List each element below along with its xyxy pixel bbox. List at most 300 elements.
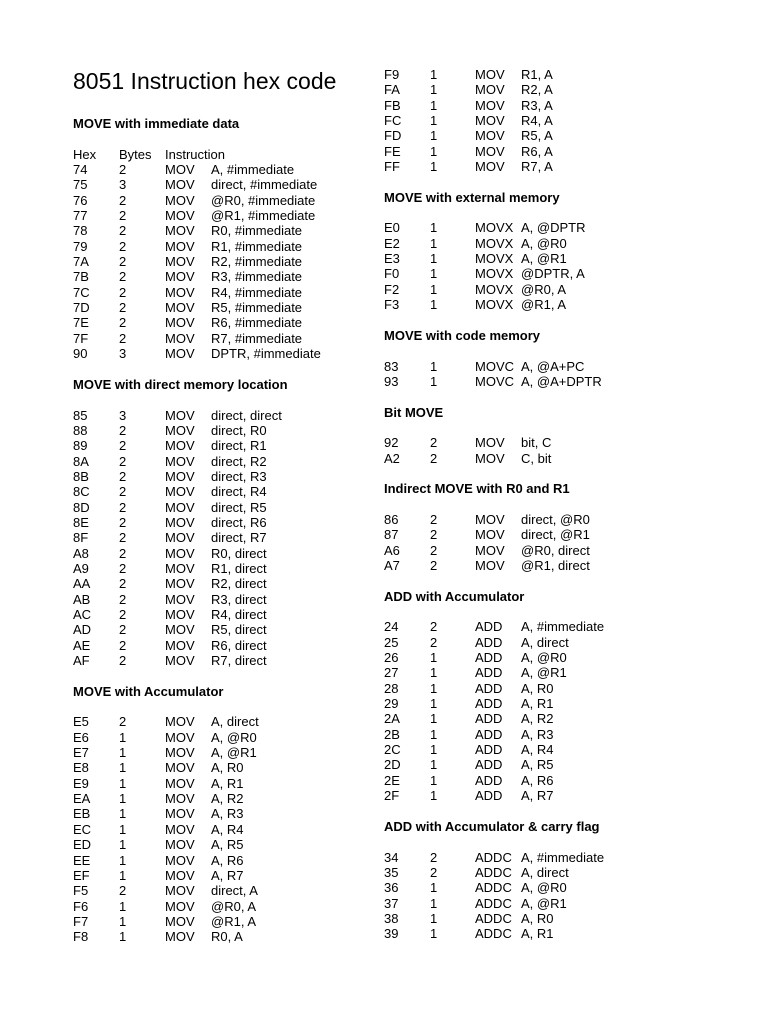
hex-code: 78	[73, 223, 88, 239]
mnemonic: MOV	[475, 128, 505, 144]
operands: A, R0	[211, 760, 244, 776]
instruction-row	[73, 638, 373, 653]
operands: A, @R0	[521, 880, 567, 896]
mnemonic: MOV	[475, 113, 505, 129]
byte-count: 1	[430, 726, 438, 742]
operands: R5, direct	[211, 622, 267, 638]
page-title: 8051 Instruction hex code	[73, 68, 337, 94]
instruction-row	[73, 853, 373, 868]
instruction-row	[384, 681, 704, 696]
hex-code: ED	[73, 837, 92, 853]
instruction-row	[73, 438, 373, 453]
mnemonic: MOV	[165, 883, 195, 899]
byte-count: 1	[430, 297, 438, 313]
mnemonic: MOV	[165, 484, 195, 500]
byte-count: 2	[119, 591, 127, 607]
hex-code: F2	[384, 281, 400, 297]
instruction-column-header: Instruction	[165, 146, 225, 162]
operands: A, R3	[521, 726, 554, 742]
mnemonic: ADD	[475, 757, 503, 773]
instruction-row	[384, 527, 704, 542]
mnemonic: MOV	[165, 837, 195, 853]
section-gap	[73, 131, 373, 146]
operands: R0, #immediate	[211, 223, 303, 239]
mnemonic: MOVX	[475, 297, 514, 313]
operands: A, R2	[211, 791, 244, 807]
operands: direct, R5	[211, 499, 267, 515]
byte-count: 2	[119, 162, 127, 178]
hex-code: E8	[73, 760, 89, 776]
section-gap	[73, 392, 373, 407]
hex-code: 24	[384, 619, 399, 635]
byte-count: 1	[430, 358, 438, 374]
operands: A, @R0	[211, 729, 257, 745]
instruction-row	[384, 435, 704, 450]
section-gap	[73, 699, 373, 714]
byte-count: 1	[430, 926, 438, 942]
byte-count: 1	[430, 159, 438, 175]
operands: direct, R2	[211, 453, 267, 469]
operands: A, R5	[211, 837, 244, 853]
hex-code: E7	[73, 745, 89, 761]
byte-count: 1	[119, 806, 127, 822]
instruction-row	[384, 635, 704, 650]
hex-code: F6	[73, 898, 89, 914]
byte-count: 1	[430, 742, 438, 758]
hex-code: 2A	[384, 711, 400, 727]
section-heading: MOVE with Accumulator	[73, 683, 224, 699]
mnemonic: ADD	[475, 696, 503, 712]
hex-code: 8A	[73, 453, 89, 469]
byte-count: 2	[119, 223, 127, 239]
operands: R2, A	[521, 82, 553, 98]
hex-code: 7F	[73, 330, 89, 346]
hex-code: 8E	[73, 514, 89, 530]
instruction-row	[73, 607, 373, 622]
hex-code: 86	[384, 511, 399, 527]
mnemonic: MOV	[165, 269, 195, 285]
operands: @R0, A	[521, 281, 566, 297]
instruction-row	[384, 282, 704, 297]
mnemonic: ADD	[475, 772, 503, 788]
hex-code: 79	[73, 238, 88, 254]
operands: @DPTR, A	[521, 266, 585, 282]
hex-code: 28	[384, 680, 399, 696]
operands: R1, direct	[211, 560, 267, 576]
byte-count: 2	[430, 558, 438, 573]
byte-count: 2	[119, 545, 127, 561]
instruction-row	[384, 82, 704, 97]
mnemonic: ADD	[475, 726, 503, 742]
section-gap	[384, 497, 704, 512]
byte-count: 2	[119, 576, 127, 592]
instruction-row	[73, 883, 373, 898]
operands: R0, A	[211, 929, 243, 945]
byte-count: 2	[119, 714, 127, 730]
byte-count: 1	[430, 711, 438, 727]
instruction-row	[73, 899, 373, 914]
instruction-row	[384, 742, 704, 757]
mnemonic: MOV	[165, 208, 195, 224]
operands: A, R1	[521, 926, 554, 942]
left-column	[73, 66, 373, 945]
instruction-row	[73, 714, 373, 729]
hex-code: EB	[73, 806, 91, 822]
mnemonic: MOV	[165, 453, 195, 469]
mnemonic: MOV	[165, 468, 195, 484]
operands: R4, A	[521, 113, 553, 129]
hex-code: 87	[384, 527, 399, 543]
hex-code: 88	[73, 422, 88, 438]
byte-count: 1	[430, 281, 438, 297]
hex-code: F3	[384, 297, 400, 313]
operands: A, R6	[521, 772, 554, 788]
mnemonic: MOV	[165, 438, 195, 454]
instruction-row	[73, 208, 373, 223]
operands: R3, direct	[211, 591, 267, 607]
mnemonic: MOV	[165, 852, 195, 868]
byte-count: 1	[430, 772, 438, 788]
hex-code: 7A	[73, 254, 89, 270]
byte-count: 2	[119, 468, 127, 484]
hex-code: E0	[384, 220, 400, 236]
byte-count: 2	[119, 208, 127, 224]
byte-count: 2	[430, 864, 438, 880]
hex-code: 2D	[384, 757, 401, 773]
mnemonic: MOV	[165, 576, 195, 592]
operands: direct, R0	[211, 422, 267, 438]
byte-count: 1	[119, 791, 127, 807]
hex-code: F5	[73, 883, 89, 899]
operands: direct, R7	[211, 530, 267, 546]
byte-count: 2	[119, 315, 127, 331]
operands: R0, direct	[211, 545, 267, 561]
operands: direct, #immediate	[211, 177, 318, 193]
instruction-row	[73, 546, 373, 561]
hex-code: E9	[73, 775, 89, 791]
section-gap	[384, 313, 704, 328]
hex-code: F7	[73, 913, 89, 929]
instruction-row	[73, 760, 373, 775]
hex-code: 29	[384, 696, 399, 712]
hex-code: F9	[384, 67, 400, 82]
instruction-row	[73, 423, 373, 438]
byte-count: 1	[119, 745, 127, 761]
instruction-row	[73, 331, 373, 346]
byte-count: 2	[119, 330, 127, 346]
instruction-row	[73, 776, 373, 791]
byte-count: 1	[119, 913, 127, 929]
operands: @R1, direct	[521, 558, 590, 573]
mnemonic: MOV	[165, 913, 195, 929]
column-header-row	[73, 147, 373, 162]
byte-count: 1	[119, 821, 127, 837]
hex-code: EF	[73, 867, 90, 883]
mnemonic: MOV	[165, 867, 195, 883]
mnemonic: MOV	[475, 527, 505, 543]
byte-count: 1	[430, 113, 438, 129]
operands: R6, direct	[211, 637, 267, 653]
mnemonic: MOV	[475, 97, 505, 113]
instruction-row	[73, 622, 373, 637]
operands: DPTR, #immediate	[211, 346, 321, 362]
byte-count: 1	[430, 266, 438, 282]
instruction-row	[384, 727, 704, 742]
mnemonic: ADD	[475, 742, 503, 758]
instruction-row	[73, 469, 373, 484]
instruction-row	[73, 315, 373, 330]
operands: R1, #immediate	[211, 238, 303, 254]
hex-code: 25	[384, 634, 399, 650]
byte-count: 1	[430, 757, 438, 773]
right-column	[384, 67, 704, 942]
operands: direct, R4	[211, 484, 267, 500]
byte-count: 1	[119, 837, 127, 853]
operands: direct, @R0	[521, 511, 590, 527]
operands: direct, @R1	[521, 527, 590, 543]
instruction-row	[384, 665, 704, 680]
operands: R2, direct	[211, 576, 267, 592]
mnemonic: MOV	[165, 162, 195, 178]
instruction-row	[384, 558, 704, 573]
instruction-row	[73, 730, 373, 745]
instruction-row	[73, 745, 373, 760]
instruction-row	[384, 696, 704, 711]
mnemonic: MOV	[165, 622, 195, 638]
operands: @R0, A	[211, 898, 256, 914]
hex-code: AA	[73, 576, 91, 592]
byte-count: 2	[119, 192, 127, 208]
mnemonic: MOV	[165, 898, 195, 914]
hex-code: 8B	[73, 468, 89, 484]
instruction-row	[73, 530, 373, 545]
hex-code: 37	[384, 895, 399, 911]
byte-count: 1	[119, 729, 127, 745]
mnemonic: MOV	[165, 530, 195, 546]
byte-count: 2	[119, 607, 127, 622]
operands: A, R4	[211, 821, 244, 837]
hex-code: 36	[384, 880, 399, 896]
operands: direct, A	[211, 883, 258, 899]
mnemonic: MOV	[165, 806, 195, 822]
mnemonic: MOV	[165, 284, 195, 300]
operands: A, @R1	[521, 251, 567, 267]
instruction-row	[384, 128, 704, 143]
hex-code: A6	[384, 542, 400, 558]
mnemonic: MOV	[165, 637, 195, 653]
byte-count: 3	[119, 407, 127, 423]
operands: A, @R1	[211, 745, 257, 761]
section-gap	[73, 668, 373, 683]
section-heading: ADD with Accumulator & carry flag	[384, 818, 600, 834]
hex-code: 7E	[73, 315, 89, 331]
mnemonic: ADD	[475, 711, 503, 727]
byte-count: 1	[430, 680, 438, 696]
mnemonic: MOV	[165, 760, 195, 776]
operands: A, R0	[521, 680, 554, 696]
operands: A, R1	[521, 696, 554, 712]
byte-count: 2	[119, 284, 127, 300]
mnemonic: ADD	[475, 788, 503, 804]
operands: A, direct	[211, 714, 259, 730]
mnemonic: MOV	[165, 929, 195, 945]
mnemonic: ADD	[475, 634, 503, 650]
operands: R4, #immediate	[211, 284, 303, 300]
instruction-row	[384, 757, 704, 772]
instruction-row	[384, 220, 704, 235]
operands: A, @A+DPTR	[521, 373, 602, 389]
instruction-row	[73, 515, 373, 530]
operands: R1, A	[521, 67, 553, 82]
byte-count: 2	[119, 484, 127, 500]
section-heading: Indirect MOVE with R0 and R1	[384, 481, 570, 497]
byte-count: 2	[119, 453, 127, 469]
byte-count: 2	[119, 637, 127, 653]
hex-code: 83	[384, 358, 399, 374]
instruction-row	[384, 236, 704, 251]
instruction-row	[73, 346, 373, 361]
byte-count: 1	[119, 852, 127, 868]
byte-count: 1	[430, 82, 438, 98]
byte-count: 3	[119, 177, 127, 193]
operands: bit, C	[521, 435, 552, 451]
byte-count: 2	[119, 422, 127, 438]
hex-code: 2B	[384, 726, 400, 742]
operands: R3, #immediate	[211, 269, 303, 285]
hex-code: FA	[384, 82, 400, 98]
mnemonic: MOV	[165, 177, 195, 193]
operands: R2, #immediate	[211, 254, 303, 270]
byte-count: 2	[119, 530, 127, 546]
hex-code: 75	[73, 177, 88, 193]
instruction-row	[384, 850, 704, 865]
instruction-row	[384, 512, 704, 527]
byte-count: 1	[430, 235, 438, 251]
operands: A, R0	[521, 910, 554, 926]
hex-code: 2C	[384, 742, 401, 758]
byte-count: 2	[119, 238, 127, 254]
byte-count: 1	[430, 373, 438, 389]
byte-count: 1	[430, 650, 438, 666]
instruction-row	[73, 653, 373, 668]
hex-code: 7C	[73, 284, 90, 300]
operands: A, @DPTR	[521, 220, 586, 236]
hex-code: EC	[73, 821, 92, 837]
mnemonic: ADD	[475, 650, 503, 666]
instruction-row	[73, 806, 373, 821]
hex-code: 2E	[384, 772, 400, 788]
mnemonic: MOV	[475, 82, 505, 98]
byte-count: 1	[430, 251, 438, 267]
mnemonic: MOV	[165, 300, 195, 316]
operands: A, R3	[211, 806, 244, 822]
operands: R7, #immediate	[211, 330, 303, 346]
mnemonic: MOVC	[475, 358, 514, 374]
instruction-row	[73, 914, 373, 929]
instruction-row	[384, 144, 704, 159]
hex-code: FC	[384, 113, 402, 129]
mnemonic: MOV	[475, 435, 505, 451]
instruction-row	[384, 773, 704, 788]
instruction-row	[73, 561, 373, 576]
mnemonic: ADD	[475, 619, 503, 635]
bytes-column-header: Bytes	[119, 146, 152, 162]
hex-code: 7B	[73, 269, 89, 285]
mnemonic: MOV	[165, 821, 195, 837]
operands: A, direct	[521, 864, 569, 880]
hex-code: 38	[384, 910, 399, 926]
operands: A, #immediate	[211, 162, 295, 178]
instruction-row	[73, 223, 373, 238]
mnemonic: MOV	[165, 514, 195, 530]
instruction-row	[384, 865, 704, 880]
section-gap	[384, 804, 704, 819]
operands: A, @A+PC	[521, 358, 585, 374]
byte-count: 1	[430, 696, 438, 712]
mnemonic: MOV	[165, 330, 195, 346]
section-heading: MOVE with external memory	[384, 189, 560, 205]
section-gap	[384, 205, 704, 220]
mnemonic: MOV	[165, 422, 195, 438]
instruction-row	[73, 868, 373, 883]
hex-code: 93	[384, 373, 399, 389]
instruction-row	[73, 300, 373, 315]
instruction-row	[384, 251, 704, 266]
hex-code: FD	[384, 128, 402, 144]
hex-code: 2F	[384, 788, 400, 804]
mnemonic: MOV	[475, 143, 505, 159]
section-heading: MOVE with immediate data	[73, 116, 240, 131]
instruction-row	[384, 67, 704, 82]
mnemonic: MOV	[165, 545, 195, 561]
operands: A, #immediate	[521, 619, 605, 635]
operands: A, R7	[521, 788, 554, 804]
instruction-row	[73, 484, 373, 499]
mnemonic: MOV	[165, 346, 195, 362]
byte-count: 1	[430, 67, 438, 82]
hex-code: 85	[73, 407, 88, 423]
operands: A, R4	[521, 742, 554, 758]
operands: A, @R0	[521, 650, 567, 666]
operands: @R1, A	[211, 913, 256, 929]
hex-code: 39	[384, 926, 399, 942]
section-heading: ADD with Accumulator	[384, 588, 525, 604]
byte-count: 1	[430, 788, 438, 804]
hex-code: 74	[73, 162, 88, 178]
byte-count: 2	[430, 542, 438, 558]
mnemonic: MOV	[165, 407, 195, 423]
byte-count: 1	[119, 775, 127, 791]
operands: A, @R1	[521, 665, 567, 681]
hex-code: EA	[73, 791, 91, 807]
hex-code: 92	[384, 435, 399, 451]
instruction-row	[73, 239, 373, 254]
mnemonic: ADD	[475, 665, 503, 681]
hex-code: 89	[73, 438, 88, 454]
section-gap	[384, 174, 704, 189]
mnemonic: MOV	[475, 542, 505, 558]
mnemonic: MOV	[165, 223, 195, 239]
operands: direct, R6	[211, 514, 267, 530]
instruction-row	[73, 592, 373, 607]
instruction-row	[384, 543, 704, 558]
hex-code: 34	[384, 849, 399, 865]
section-heading: Bit MOVE	[384, 404, 444, 420]
byte-count: 1	[119, 929, 127, 945]
instruction-row	[73, 193, 373, 208]
mnemonic: ADDC	[475, 880, 512, 896]
hex-code: F0	[384, 266, 400, 282]
